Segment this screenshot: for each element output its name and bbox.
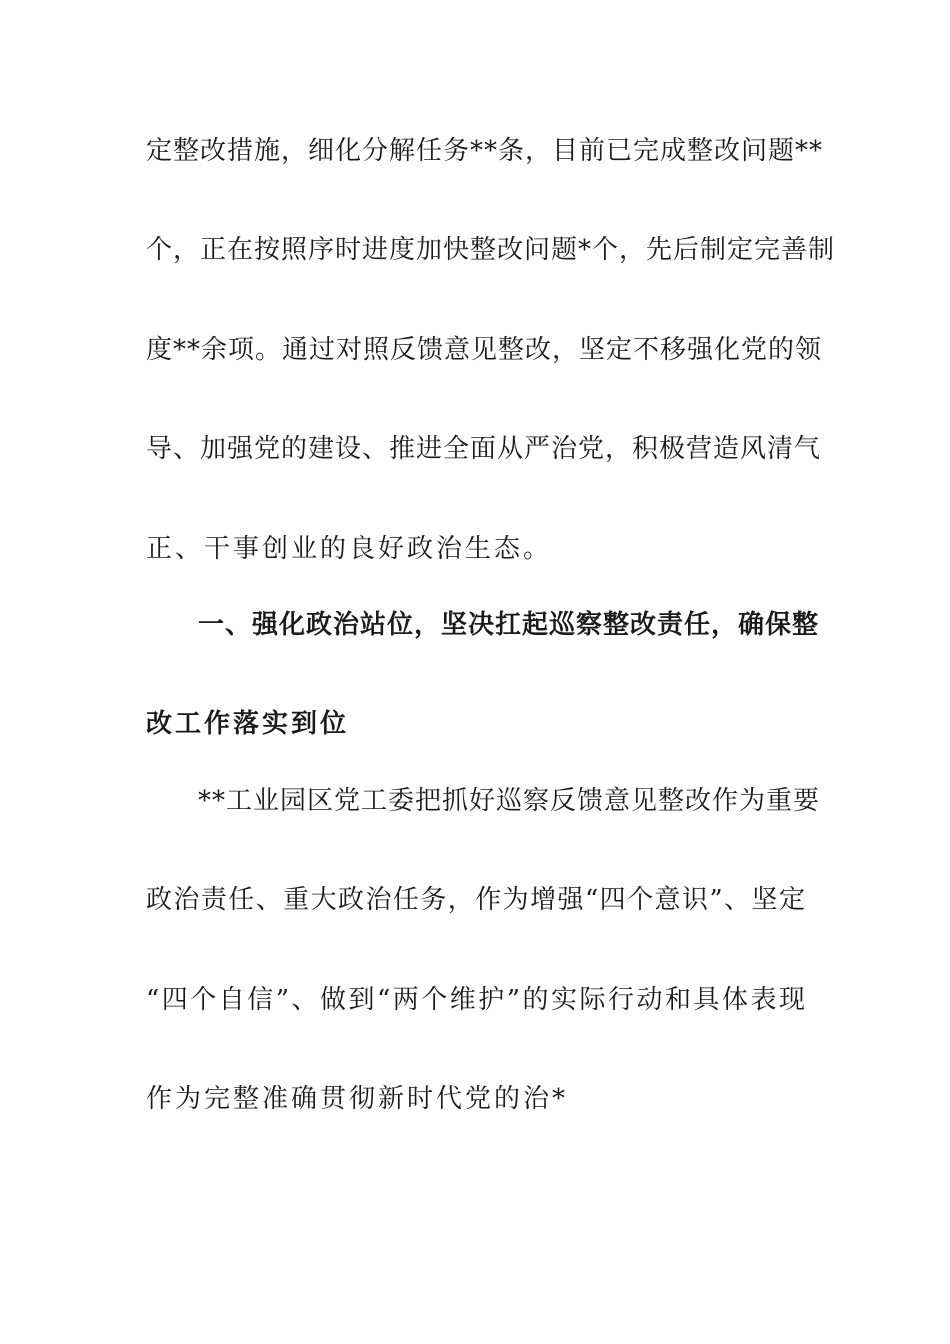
section-heading-line: 改工作落实到位 — [146, 709, 350, 739]
paragraph-line: 导、加强党的建设、推进全面从严治党，积极营造风清气 — [146, 434, 822, 464]
paragraph-line: 作为完整准确贯彻新时代党的治* — [146, 1084, 569, 1114]
paragraph-line: 政治责任、重大政治任务，作为增强“四个意识”、坚定 — [146, 885, 806, 915]
paragraph-line: 个，正在按照序时进度加快整改问题*个，先后制定完善制 — [146, 235, 836, 265]
section-heading-line: 一、强化政治站位，坚决扛起巡察整改责任，确保整 — [198, 610, 820, 640]
paragraph-line: “四个自信”、做到“两个维护”的实际行动和具体表现 — [146, 985, 806, 1015]
paragraph-line: 定整改措施，细化分解任务**条，目前已完成整改问题** — [146, 136, 824, 166]
paragraph-line: 度**余项。通过对照反馈意见整改，坚定不移强化党的领 — [146, 335, 823, 365]
paragraph-line: 正、干事创业的良好政治生态。 — [146, 534, 553, 564]
paragraph-line: **工业园区党工委把抓好巡察反馈意见整改作为重要 — [198, 786, 821, 816]
